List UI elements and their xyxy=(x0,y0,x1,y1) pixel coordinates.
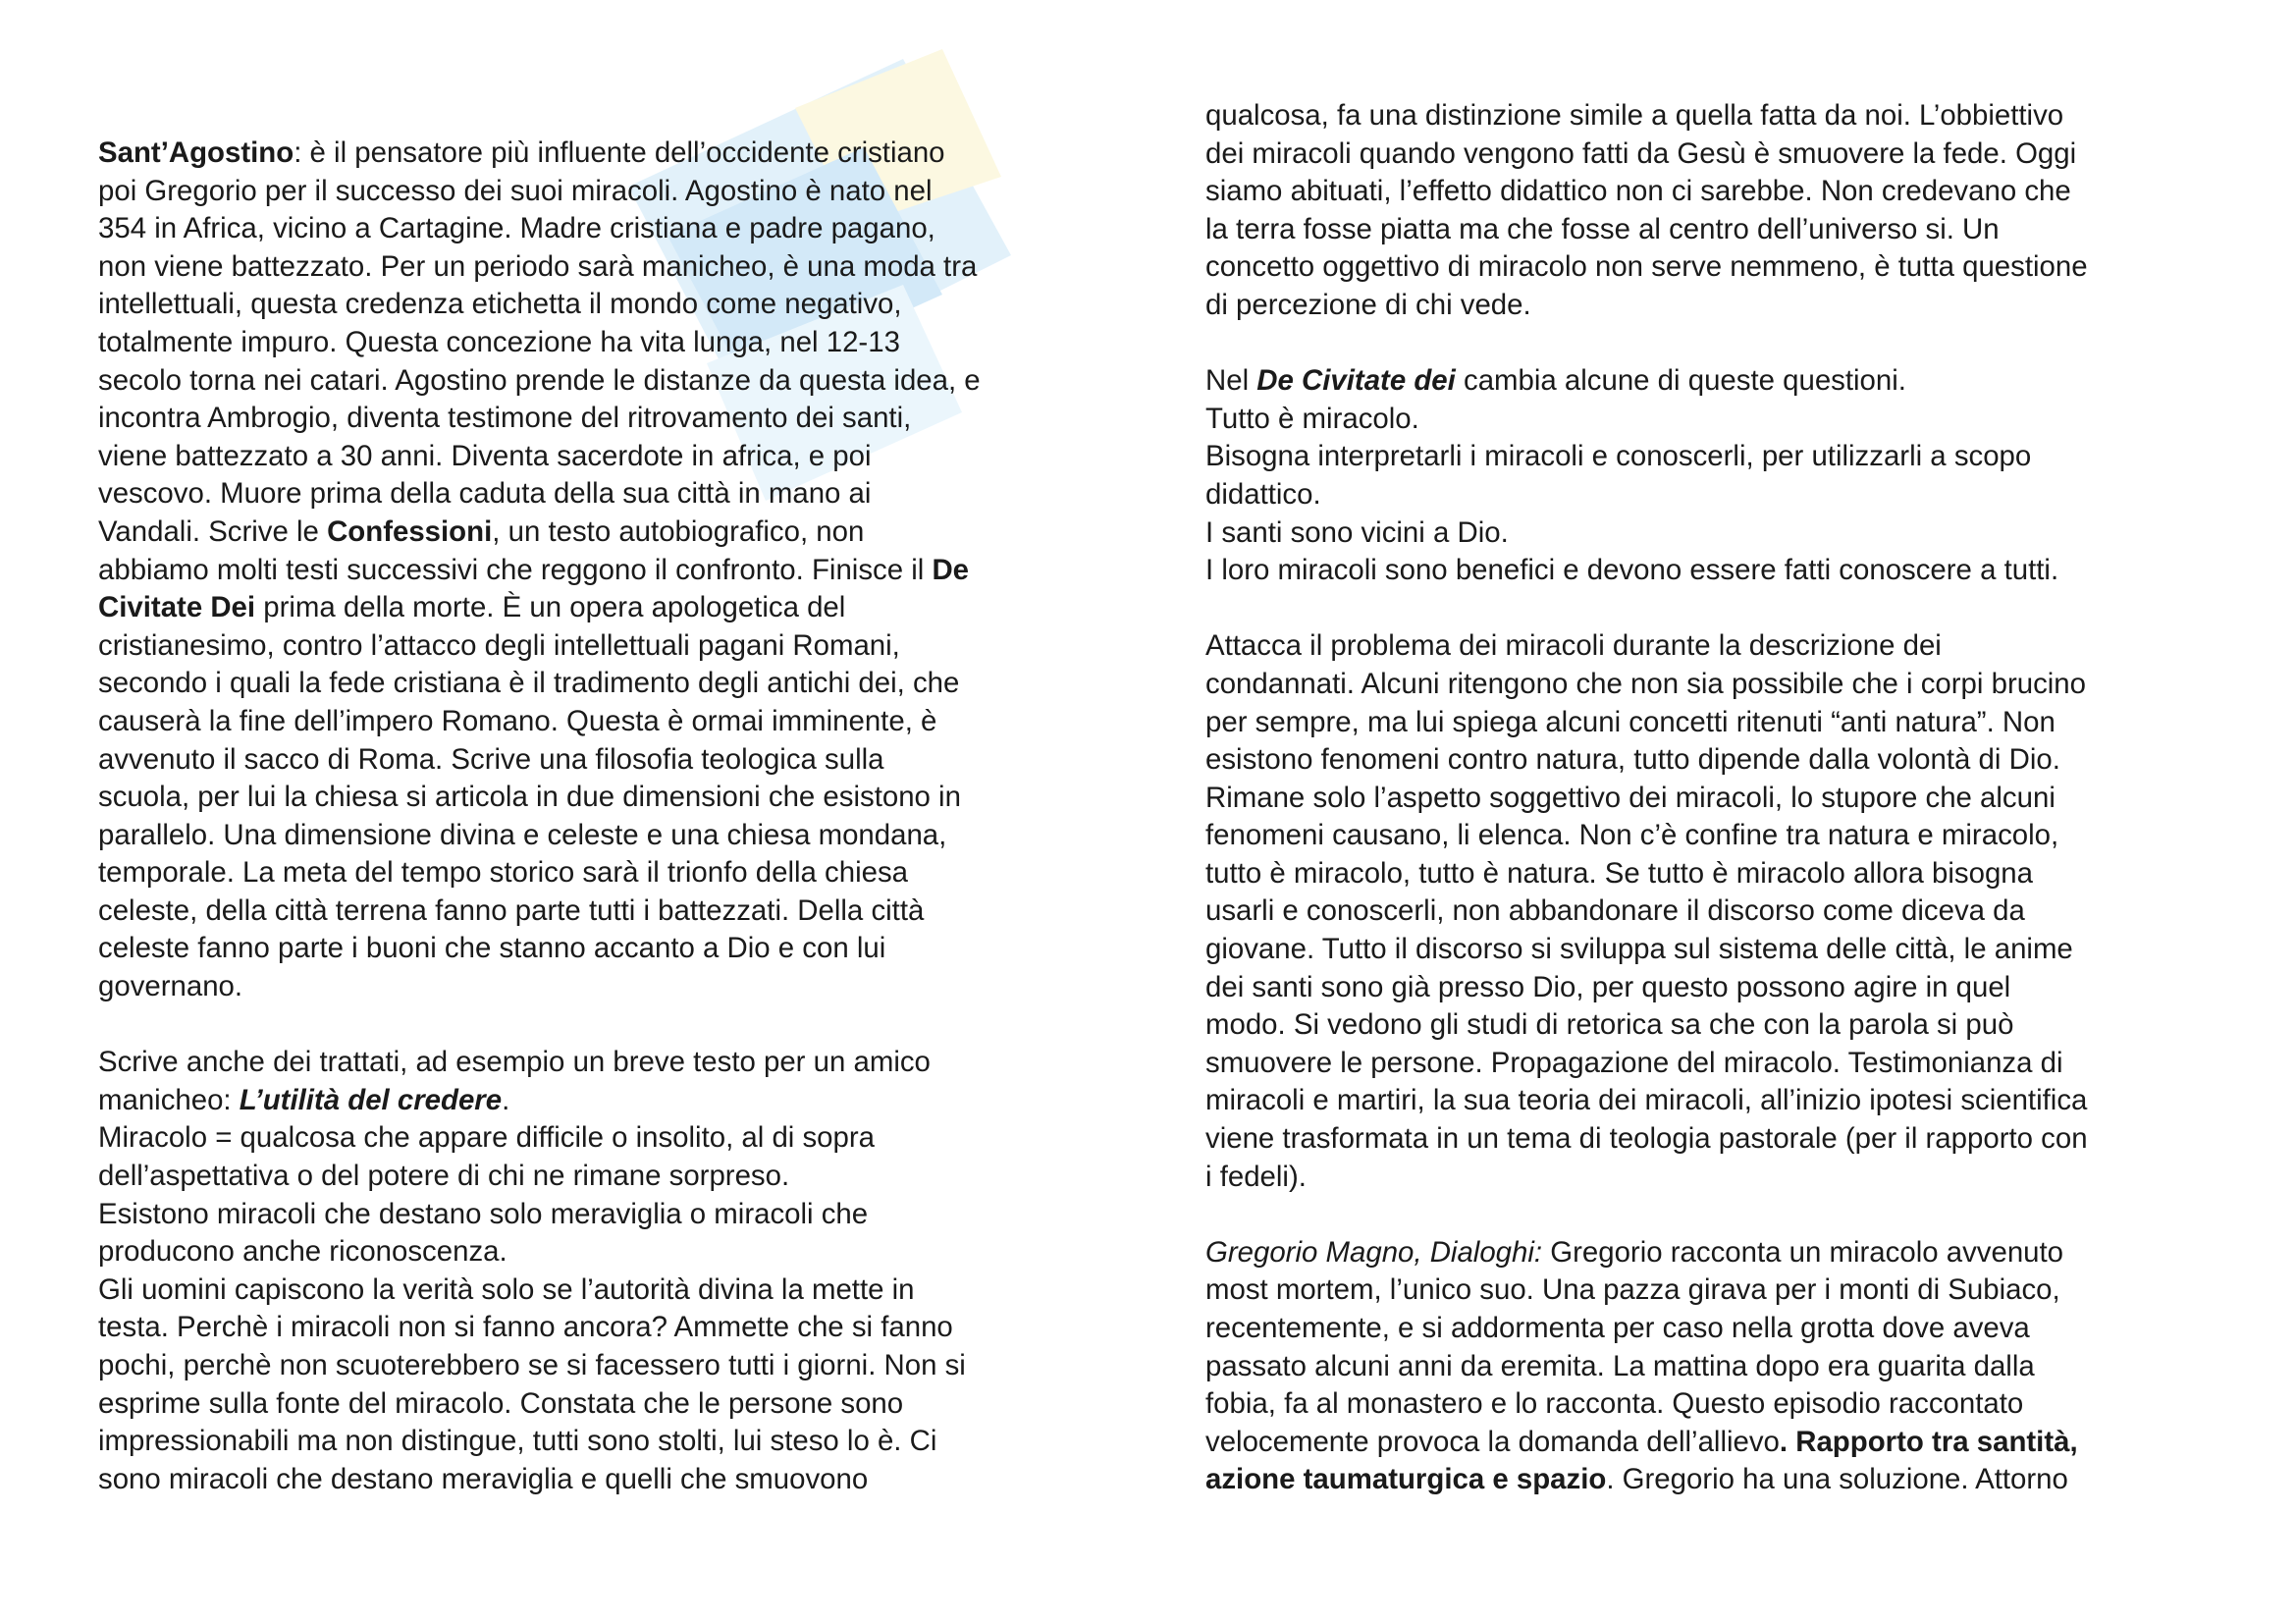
text-line: recentemente, e si addormenta per caso nella grotta dove aveva xyxy=(1205,1312,2030,1344)
text-line: I santi sono vicini a Dio. xyxy=(1205,515,1509,549)
left-column xyxy=(98,135,1119,1498)
text-line: Esistono miracoli che destano solo meraviglia o miracoli che xyxy=(98,1197,869,1230)
paragraph-gap xyxy=(98,1006,1119,1045)
text-line: smuovere le persone. Propagazione del miracolo. Testimonianza di xyxy=(1205,1046,2063,1079)
paragraph-gap xyxy=(1205,325,2226,363)
text-line: modo. Si vedono gli studi di retorica sa che con la parola si può xyxy=(1205,1008,2014,1042)
text-line: scuola, per lui la chiesa si articola in due dimensioni che esistono in xyxy=(98,781,961,814)
text-line: per sempre, ma lui spiega alcuni concetti ritenuti “anti natura”. Non xyxy=(1205,705,2056,738)
text-line: Rimane solo l’aspetto soggettivo dei miracoli, lo stupore che alcuni xyxy=(1205,781,2056,814)
heading-sant-agostino: Sant’Agostino xyxy=(98,136,294,169)
text-line: usarli e conoscerli, non abbandonare il discorso come diceva da xyxy=(1205,894,2025,928)
text-line: qualcosa, fa una distinzione simile a quella fatta da noi. L’obbiettivo xyxy=(1205,99,2064,132)
text-line: totalmente impuro. Questa concezione ha vita lunga, nel 12-13 xyxy=(98,325,900,358)
text-line: intellettuali, questa credenza etichetta il mondo come negativo, xyxy=(98,288,902,321)
text-line: la terra fosse piatta ma che fosse al centro dell’universo si. Un xyxy=(1205,212,2000,245)
text-line: dei miracoli quando vengono fatti da Gesù è smuovere la fede. Oggi xyxy=(1205,136,2077,170)
text-line: velocemente provoca la domanda dell’allievo. Rapporto tra santità, xyxy=(1205,1425,2078,1458)
text-line: poi Gregorio per il successo dei suoi miracoli. Agostino è nato nel xyxy=(98,174,933,207)
text-line: Tutto è miracolo. xyxy=(1205,402,1419,435)
paragraph-gap xyxy=(1205,590,2226,628)
text-line: Gli uomini capiscono la verità solo se l’autorità divina la mette in xyxy=(98,1272,915,1306)
text-line: Sant’Agostino: è il pensatore più influente dell’occidente cristiano xyxy=(98,136,945,169)
text-line: cristianesimo, contro l’attacco degli intellettuali pagani Romani, xyxy=(98,628,900,662)
text-line: miracoli e martiri, la sua teoria dei miracoli, all’inizio ipotesi scientifica xyxy=(1205,1084,2088,1117)
text-line: abbiamo molti testi successivi che reggono il confronto. Finisce il De xyxy=(98,553,970,586)
text-line: di percezione di chi vede. xyxy=(1205,288,1531,321)
text-line: fenomeni causano, li elenca. Non c’è confine tra natura e miracolo, xyxy=(1205,819,2059,852)
text-line: producono anche riconoscenza. xyxy=(98,1235,507,1269)
text-line: concetto oggettivo di miracolo non serve nemmeno, è tutta questione xyxy=(1205,250,2088,284)
text-line: incontra Ambrogio, diventa testimone del ritrovamento dei santi, xyxy=(98,402,912,435)
text-line: esprime sulla fonte del miracolo. Constata che le persone sono xyxy=(98,1386,904,1420)
text-line: i fedeli). xyxy=(1205,1160,1307,1193)
text-line: didattico. xyxy=(1205,477,1321,511)
text-line: dei santi sono già presso Dio, per questo possono agire in quel xyxy=(1205,970,2011,1003)
text-line: condannati. Alcuni ritengono che non sia possibile che i corpi brucino xyxy=(1205,667,2086,700)
text-line: parallelo. Una dimensione divina e celeste e una chiesa mondana, xyxy=(98,818,947,851)
text-line: Civitate Dei prima della morte. È un opera apologetica del xyxy=(98,591,846,624)
text-line: testa. Perchè i miracoli non si fanno ancora? Ammette che si fanno xyxy=(98,1311,953,1344)
text-line: pochi, perchè non scuoterebbero se si facessero tutti i giorni. Non si xyxy=(98,1349,966,1381)
text-line: Scrive anche dei trattati, ad esempio un breve testo per un amico xyxy=(98,1046,931,1079)
text-line: most mortem, l’unico suo. Una pazza girava per i monti di Subiaco, xyxy=(1205,1273,2060,1307)
text-line: viene trasformata in un tema di teologia pastorale (per il rapporto con xyxy=(1205,1122,2088,1156)
text-line: causerà la fine dell’impero Romano. Questa è ormai imminente, è xyxy=(98,704,937,737)
title-de-civitate-part2: Civitate Dei xyxy=(98,591,256,624)
text-line: esistono fenomeni contro natura, tutto dipende dalla volontà di Dio. xyxy=(1205,743,2060,777)
paragraph-gap xyxy=(1205,1196,2226,1234)
text-line: impressionabili ma non distingue, tutti sono stolti, lui steso lo è. Ci xyxy=(98,1425,937,1458)
text-line: temporale. La meta del tempo storico sarà il trionfo della chiesa xyxy=(98,856,908,890)
text-line: vescovo. Muore prima della caduta della sua città in mano ai xyxy=(98,477,872,511)
text-line: siamo abituati, l’effetto didattico non ci sarebbe. Non credevano che xyxy=(1205,175,2071,208)
right-column xyxy=(1205,97,2226,1499)
title-de-civitate-part1: De xyxy=(932,553,970,586)
text-line: dell’aspettativa o del potere di chi ne rimane sorpreso. xyxy=(98,1160,790,1193)
source-gregorio-dialoghi: Gregorio Magno, Dialoghi: xyxy=(1205,1235,1543,1269)
text-line: Attacca il problema dei miracoli durante la descrizione dei xyxy=(1205,629,1942,663)
text-line: avvenuto il sacco di Roma. Scrive una filosofia teologica sulla xyxy=(98,742,884,776)
title-confessioni: Confessioni xyxy=(327,514,493,548)
text-line: sono miracoli che destano meraviglia e quelli che smuovono xyxy=(98,1462,869,1495)
text-line: tutto è miracolo, tutto è natura. Se tutto è miracolo allora bisogna xyxy=(1205,856,2034,890)
text-line: Bisogna interpretarli i miracoli e conoscerli, per utilizzarli a scopo xyxy=(1205,440,2032,473)
title-de-civitate-dei: De Civitate dei xyxy=(1256,364,1456,398)
text-line: governano. xyxy=(98,970,243,1003)
text-line: celeste, della città terrena fanno parte tutti i battezzati. Della città xyxy=(98,893,925,927)
text-line: secondo i quali la fede cristiana è il tradimento degli antichi dei, che xyxy=(98,667,960,700)
text-line: manicheo: L’utilità del credere. xyxy=(98,1083,510,1116)
text-line: celeste fanno parte i buoni che stanno accanto a Dio e con lui xyxy=(98,932,886,965)
text-line: azione taumaturgica e spazio. Gregorio ha una soluzione. Attorno xyxy=(1205,1463,2068,1496)
text-line: I loro miracoli sono benefici e devono essere fatti conoscere a tutti. xyxy=(1205,554,2059,587)
text-line: passato alcuni anni da eremita. La mattina dopo era guarita dalla xyxy=(1205,1349,2035,1382)
text-line: giovane. Tutto il discorso si sviluppa sul sistema delle città, le anime xyxy=(1205,933,2073,966)
text-line: Miracolo = qualcosa che appare difficile o insolito, al di sopra xyxy=(98,1121,876,1155)
key-concept-part2: azione taumaturgica e spazio xyxy=(1205,1463,1607,1496)
text-line: Vandali. Scrive le Confessioni, un testo autobiografico, non xyxy=(98,514,865,548)
text-line: Gregorio Magno, Dialoghi: Gregorio racconta un miracolo avvenuto xyxy=(1205,1235,2064,1269)
text-line: secolo torna nei catari. Agostino prende le distanze da questa idea, e xyxy=(98,363,981,397)
key-concept-part1: . Rapporto tra santità, xyxy=(1779,1425,2078,1458)
title-utilita-del-credere: L’utilità del credere xyxy=(239,1083,503,1116)
text-line: Nel De Civitate dei cambia alcune di queste questioni. xyxy=(1205,364,1906,398)
text-line: non viene battezzato. Per un periodo sarà manicheo, è una moda tra xyxy=(98,249,978,283)
text-line: 354 in Africa, vicino a Cartagine. Madre cristiana e padre pagano, xyxy=(98,212,935,245)
text-line: viene battezzato a 30 anni. Diventa sacerdote in africa, e poi xyxy=(98,439,872,472)
text-line: fobia, fa al monastero e lo racconta. Questo episodio raccontato xyxy=(1205,1387,2024,1421)
